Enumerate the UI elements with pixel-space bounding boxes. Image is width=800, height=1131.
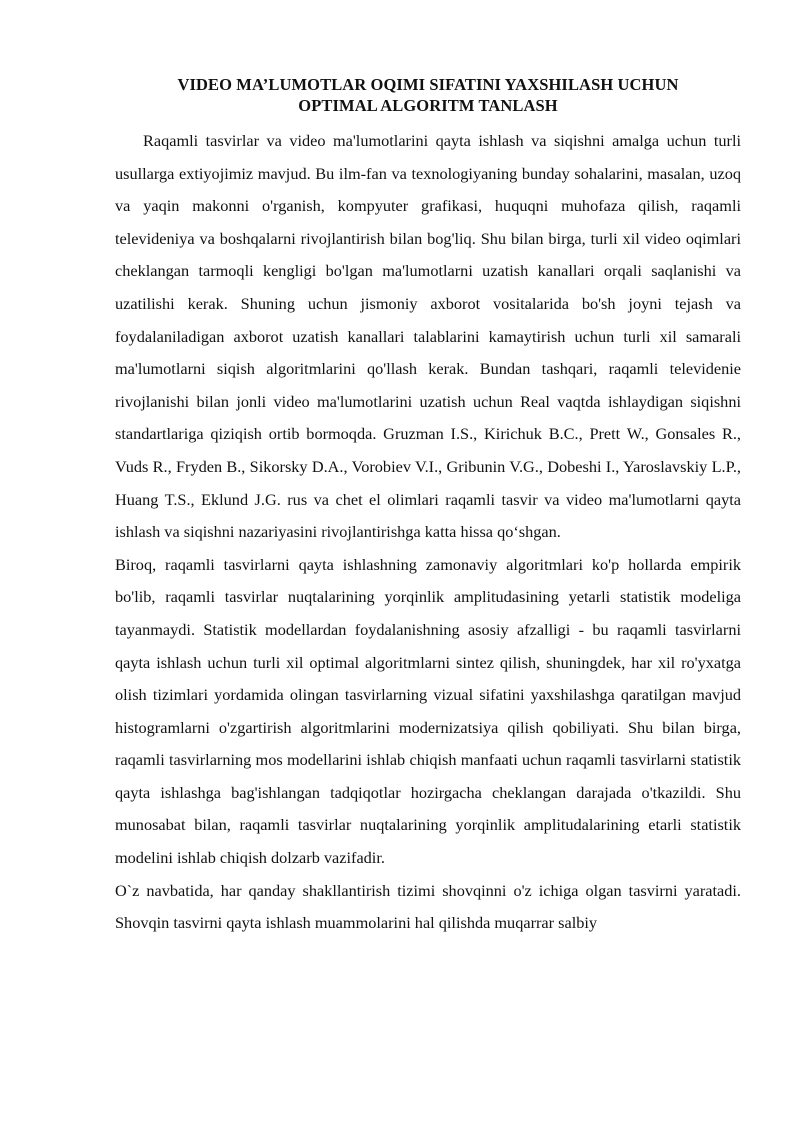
title-line-2: OPTIMAL ALGORITM TANLASH bbox=[298, 96, 558, 115]
paragraph-2: Biroq, raqamli tasvirlarni qayta ishlashning zamonaviy algoritmlari ko'p hollarda empirik bo'lib, raqamli tasvirlar nuqtalarining yorqinlik amplitudasining yetarli statistik modeliga tayanmaydi. Statistik modellardan foydalanishning asosiy afzalligi - bu raqamli tasvirlarni qayta ishlash uchun turli xil optimal algoritmlarni sintez qilish, shuningdek, har xil ro'yxatga olish tizimlari yordamida olingan tasvirlarning vizual sifatini yaxshilashga qaratilgan mavjud histogramlarni o'zgartirish algoritmlarini modernizatsiya qilish qobiliyati. Shu bilan birga, raqamli tasvirlarning mos modellarini ishlab chiqish manfaati uchun raqamli tasvirlarni statistik qayta ishlashga bag'ishlangan tadqiqotlar hozirgacha cheklangan darajada o'tkazildi. Shu munosabat bilan, raqamli tasvirlar nuqtalarining yorqinlik amplitudalarining etarli statistik modelini ishlab chiqish dolzarb vazifadir. bbox=[115, 554, 741, 868]
title-line-1: VIDEO MA’LUMOTLAR OQIMI SIFATINI YAXSHILASH UCHUN bbox=[177, 75, 679, 94]
paragraph-3: O`z navbatida, har qanday shakllantirish tizimi shovqinni o'z ichiga olgan tasvirni yaratadi. Shovqin tasvirni qayta ishlash muammolarini hal qilishda muqarrar salbiy bbox=[115, 880, 741, 933]
paragraph-1: Raqamli tasvirlar va video ma'lumotlarini qayta ishlash va siqishni amalga uchun turli usullarga extiyojimiz mavjud. Bu ilm-fan va texnologiyaning bunday sohalarini, masalan, uzoq va yaqin makonni o'rganish, kompyuter grafikasi, huquqni muhofaza qilish, raqamli televideniya va boshqalarni rivojlantirish bilan bog'liq. Shu bilan birga, turli xil video oqimlari cheklangan tarmoqli kengligi bo'lgan ma'lumotlarni uzatish kanallari orqali saqlanishi va uzatilishi kerak. Shuning uchun jismoniy axborot vositalarida bo'sh joyni tejash va foydalaniladigan axborot uzatish kanallari talablarini kamaytirish uchun turli xil samarali ma'lumotlarni siqish algoritmlarini qo'llash kerak. Bundan tashqari, raqamli televidenie rivojlanishi bilan jonli video ma'lumotlarini uzatish uchun Real vaqtda ishlaydigan siqishni standartlariga qiziqish ortib bormoqda. Gruzman I.S., Kirichuk B.C., Prett W., Gonsales R., Vuds R., Fryden B., Sikorsky D.A., Vorobiev V.I., Gribunin V.G., Dobeshi I., Yaroslavskiy L.P., Huang T.S., Eklund J.G. rus va chet el olimlari raqamli tasvir va video ma'lumotlarni qayta ishlash va siqishni nazariyasini rivojlantirishga katta hissa qo‘shgan. bbox=[115, 131, 741, 542]
document-page bbox=[115, 74, 741, 940]
document-title bbox=[115, 74, 741, 116]
